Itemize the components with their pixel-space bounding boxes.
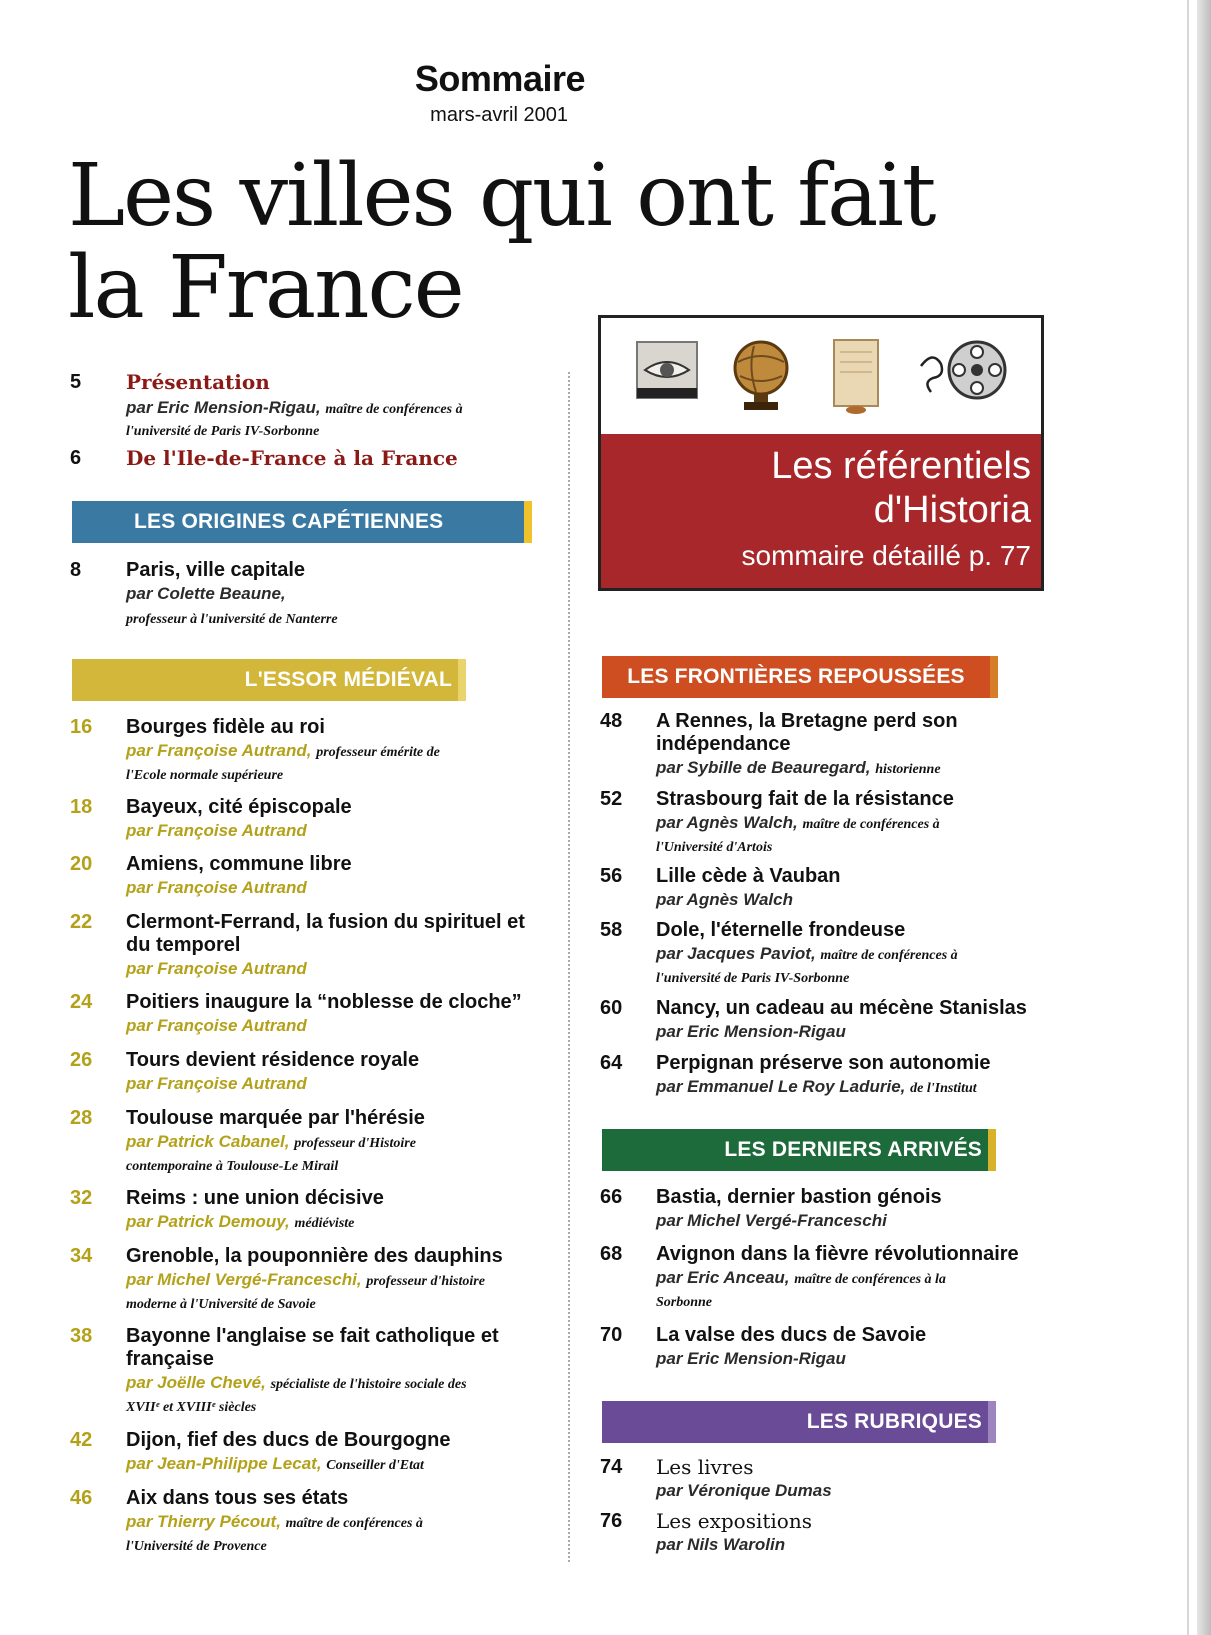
- entry-title-line-2: française: [126, 1348, 214, 1370]
- entry-title-line-2: du temporel: [126, 934, 241, 956]
- entry-byline: [126, 1511, 596, 1535]
- entry-byline: [126, 1015, 596, 1037]
- page-number: 58: [600, 919, 623, 941]
- entry-title: [126, 911, 586, 957]
- entry-role-2: contemporaine à Toulouse-Le Mirail: [126, 1159, 339, 1174]
- entry-author: par Patrick Cabanel,: [126, 1132, 290, 1151]
- entry-author: par Jacques Paviot,: [656, 944, 816, 963]
- entry-role: maître de conférences à: [285, 1516, 423, 1531]
- promo-box[interactable]: [598, 315, 1044, 591]
- page-number: 20: [70, 853, 93, 875]
- scroll-icon: [826, 336, 886, 416]
- entry-byline: [656, 1210, 1126, 1232]
- page-number: 8: [70, 559, 82, 581]
- section-essor: [72, 659, 466, 701]
- entry-author: par Thierry Pécout,: [126, 1512, 281, 1531]
- entry-author: par Michel Vergé-Franceschi,: [126, 1270, 362, 1289]
- page-number: 56: [600, 865, 623, 887]
- entry-byline-2: [126, 1154, 596, 1178]
- page-number: 74: [600, 1456, 623, 1478]
- page-number: 76: [600, 1510, 623, 1532]
- entry-author: par Colette Beaune,: [126, 584, 286, 603]
- entry-role: professeur d'histoire: [366, 1274, 485, 1289]
- page-number: 48: [600, 710, 623, 732]
- entry-title: Toulouse marquée par l'hérésie: [126, 1107, 425, 1129]
- section-rubriques: [602, 1401, 996, 1443]
- entry-author: par Agnès Walch,: [656, 813, 798, 832]
- page-number: 42: [70, 1429, 93, 1451]
- entry-byline: [656, 1267, 1126, 1291]
- entry-role: maître de conférences à: [325, 402, 463, 417]
- header-date: mars-avril 2001: [430, 104, 568, 126]
- promo-icon-strip: [601, 318, 1041, 434]
- entry-author: par Jean-Philippe Lecat,: [126, 1454, 322, 1473]
- page-number: 24: [70, 991, 93, 1013]
- entry-title: Strasbourg fait de la résistance: [656, 788, 954, 810]
- entry-byline: [126, 1211, 596, 1235]
- page-edge: [1197, 0, 1211, 1635]
- page-number: 70: [600, 1324, 623, 1346]
- entry-title: Présentation: [126, 370, 270, 394]
- entry-author: par Françoise Autrand,: [126, 741, 312, 760]
- entry-title: Grenoble, la pouponnière des dauphins: [126, 1245, 503, 1267]
- entry-title: Tours devient résidence royale: [126, 1049, 420, 1071]
- entry-byline: [126, 877, 596, 899]
- entry-title: [126, 1325, 586, 1371]
- entry-role-2: moderne à l'Université de Savoie: [126, 1297, 316, 1312]
- entry-role-2: l'université de Paris IV-Sorbonne: [126, 424, 320, 439]
- page-number: 6: [70, 447, 82, 469]
- entry-role: maître de conférences à la: [794, 1272, 946, 1287]
- entry-role: professeur à l'université de Nanterre: [126, 612, 338, 627]
- page-number: 26: [70, 1049, 93, 1071]
- entry-byline: [126, 1073, 596, 1095]
- page-number: 32: [70, 1187, 93, 1209]
- entry-title: De l'Ile-de-France à la France: [126, 446, 458, 470]
- main-title-line-2: la France: [68, 238, 463, 338]
- promo-title-line-2: d'Historia: [873, 489, 1031, 531]
- entry-title-line-2: indépendance: [656, 733, 791, 755]
- entry-title-line-1: Bayonne l'anglaise se fait catholique et: [126, 1325, 499, 1347]
- page-number: 16: [70, 716, 93, 738]
- entry-byline: [656, 889, 1126, 911]
- section-rubriques-label: LES RUBRIQUES: [806, 1410, 982, 1433]
- entry-author: par Eric Mension-Rigau,: [126, 398, 321, 417]
- entry-byline-2: [656, 966, 1126, 990]
- page-number: 68: [600, 1243, 623, 1265]
- entry-author: par Michel Vergé-Franceschi: [656, 1211, 887, 1230]
- section-essor-label: L'ESSOR MÉDIÉVAL: [244, 668, 452, 691]
- entry-author: par Eric Mension-Rigau: [656, 1022, 846, 1041]
- entry-author: par Françoise Autrand: [126, 821, 307, 840]
- globe-icon: [726, 336, 796, 416]
- entry-role: historienne: [875, 762, 941, 777]
- entry-author: par Françoise Autrand: [126, 1016, 307, 1035]
- entry-byline: [126, 1372, 596, 1396]
- entry-byline: [656, 812, 1126, 836]
- promo-banner: [601, 434, 1041, 588]
- entry-byline: [126, 1269, 596, 1293]
- entry-title: Lille cède à Vauban: [656, 865, 841, 887]
- entry-author: par Emmanuel Le Roy Ladurie,: [656, 1077, 906, 1096]
- entry-title: Dijon, fief des ducs de Bourgogne: [126, 1429, 451, 1451]
- promo-title-line-1: Les référentiels: [771, 445, 1031, 487]
- section-derniers: [602, 1129, 996, 1171]
- entry-role: Conseiller d'Etat: [326, 1458, 424, 1473]
- entry-role-2: l'Université de Provence: [126, 1539, 267, 1554]
- entry-author: par Sybille de Beauregard,: [656, 758, 871, 777]
- entry-title: Dole, l'éternelle frondeuse: [656, 919, 906, 941]
- entry-author: par Véronique Dumas: [656, 1481, 832, 1500]
- section-frontieres: LES FRONTIÈRES REPOUSSÉES: [602, 656, 998, 698]
- page-number: 66: [600, 1186, 623, 1208]
- page-number: 22: [70, 911, 93, 933]
- entry-byline: [126, 1131, 596, 1155]
- entry-role-2: Sorbonne: [656, 1295, 713, 1310]
- entry-title: Bayeux, cité épiscopale: [126, 796, 352, 818]
- entry-byline: [126, 958, 596, 980]
- entry-title: Avignon dans la fièvre révolutionnaire: [656, 1243, 1019, 1265]
- entry-role-2: l'Ecole normale supérieure: [126, 768, 284, 783]
- entry-byline-2: [126, 1534, 596, 1558]
- entry-byline: [126, 397, 596, 421]
- page-number: 60: [600, 997, 623, 1019]
- entry-author: par Eric Mension-Rigau: [656, 1349, 846, 1368]
- promo-subtitle: sommaire détaillé p. 77: [741, 540, 1031, 571]
- entry-title: Perpignan préserve son autonomie: [656, 1052, 991, 1074]
- entry-byline: [126, 583, 596, 605]
- section-derniers-label: LES DERNIERS ARRIVÉS: [724, 1138, 982, 1161]
- page-number: 52: [600, 788, 623, 810]
- entry-title: Les expositions: [656, 1509, 812, 1533]
- entry-author: par Françoise Autrand: [126, 878, 307, 897]
- entry-byline: [126, 1453, 596, 1477]
- entry-title: Bastia, dernier bastion génois: [656, 1186, 942, 1208]
- entry-author: par Françoise Autrand: [126, 959, 307, 978]
- entry-role-2: l'Université d'Artois: [656, 840, 773, 855]
- entry-byline: [126, 820, 596, 842]
- entry-byline-2: [126, 1395, 596, 1419]
- entry-title-line-1: A Rennes, la Bretagne perd son: [656, 710, 958, 732]
- entry-title: Paris, ville capitale: [126, 559, 305, 581]
- entry-author: par Nils Warolin: [656, 1535, 786, 1554]
- film-reel-icon: [911, 336, 1011, 406]
- entry-byline: [656, 1076, 1126, 1100]
- entry-title: Poitiers inaugure la “noblesse de cloche”: [126, 991, 522, 1013]
- entry-author: par Patrick Demouy,: [126, 1212, 290, 1231]
- entry-byline: [656, 1348, 1126, 1370]
- entry-byline-2: [126, 419, 596, 443]
- page-edge-line: [1187, 0, 1189, 1635]
- page-number: 34: [70, 1245, 93, 1267]
- entry-role: professeur d'Histoire: [294, 1136, 416, 1151]
- entry-byline: [656, 1534, 1126, 1556]
- entry-byline: [126, 740, 596, 764]
- entry-byline-2: [656, 1290, 1126, 1314]
- entry-byline-2: [126, 763, 596, 787]
- entry-title: Amiens, commune libre: [126, 853, 352, 875]
- entry-byline: [656, 1480, 1126, 1502]
- entry-byline: [656, 1021, 1126, 1043]
- entry-author: par Eric Anceau,: [656, 1268, 790, 1287]
- page-number: 38: [70, 1325, 93, 1347]
- entry-title: Bourges fidèle au roi: [126, 716, 325, 738]
- main-title-line-1: Les villes qui ont fait: [68, 146, 935, 246]
- entry-role: professeur émérite de: [316, 745, 440, 760]
- entry-byline: [656, 943, 1126, 967]
- page-number: 46: [70, 1487, 93, 1509]
- entry-role-2: XVIIᵉ et XVIIIᵉ siècles: [126, 1400, 257, 1415]
- page-number: 18: [70, 796, 93, 818]
- entry-title-line-1: Clermont-Ferrand, la fusion du spirituel et: [126, 911, 525, 933]
- entry-author: par Joëlle Chevé,: [126, 1373, 266, 1392]
- header-title: Sommaire: [414, 58, 585, 99]
- page-number: 64: [600, 1052, 623, 1074]
- entry-byline: [656, 757, 1126, 781]
- entry-role: maître de conférences à: [820, 948, 958, 963]
- entry-title: Aix dans tous ses états: [126, 1487, 349, 1509]
- page-number: 28: [70, 1107, 93, 1129]
- section-origines: LES ORIGINES CAPÉTIENNES: [72, 501, 532, 543]
- entry-title: Nancy, un cadeau au mécène Stanislas: [656, 997, 1027, 1019]
- entry-role: spécialiste de l'histoire sociale des: [270, 1377, 467, 1392]
- entry-title: La valse des ducs de Savoie: [656, 1324, 927, 1346]
- entry-title: Les livres: [656, 1455, 754, 1479]
- entry-byline-2: [126, 1292, 596, 1316]
- entry-author: par Agnès Walch: [656, 890, 793, 909]
- entry-byline-2: [126, 607, 596, 631]
- page-number: 5: [70, 371, 82, 393]
- entry-role: maître de conférences à: [802, 817, 940, 832]
- main-title: [68, 146, 1108, 338]
- entry-role-2: l'université de Paris IV-Sorbonne: [656, 971, 850, 986]
- entry-role: de l'Institut: [910, 1081, 977, 1096]
- entry-role: médiéviste: [294, 1216, 355, 1231]
- entry-title: [656, 710, 1116, 756]
- entry-title: Reims : une union décisive: [126, 1187, 384, 1209]
- sculpture-eye-icon: [633, 336, 703, 406]
- entry-byline-2: [656, 835, 1126, 859]
- entry-author: par Françoise Autrand: [126, 1074, 307, 1093]
